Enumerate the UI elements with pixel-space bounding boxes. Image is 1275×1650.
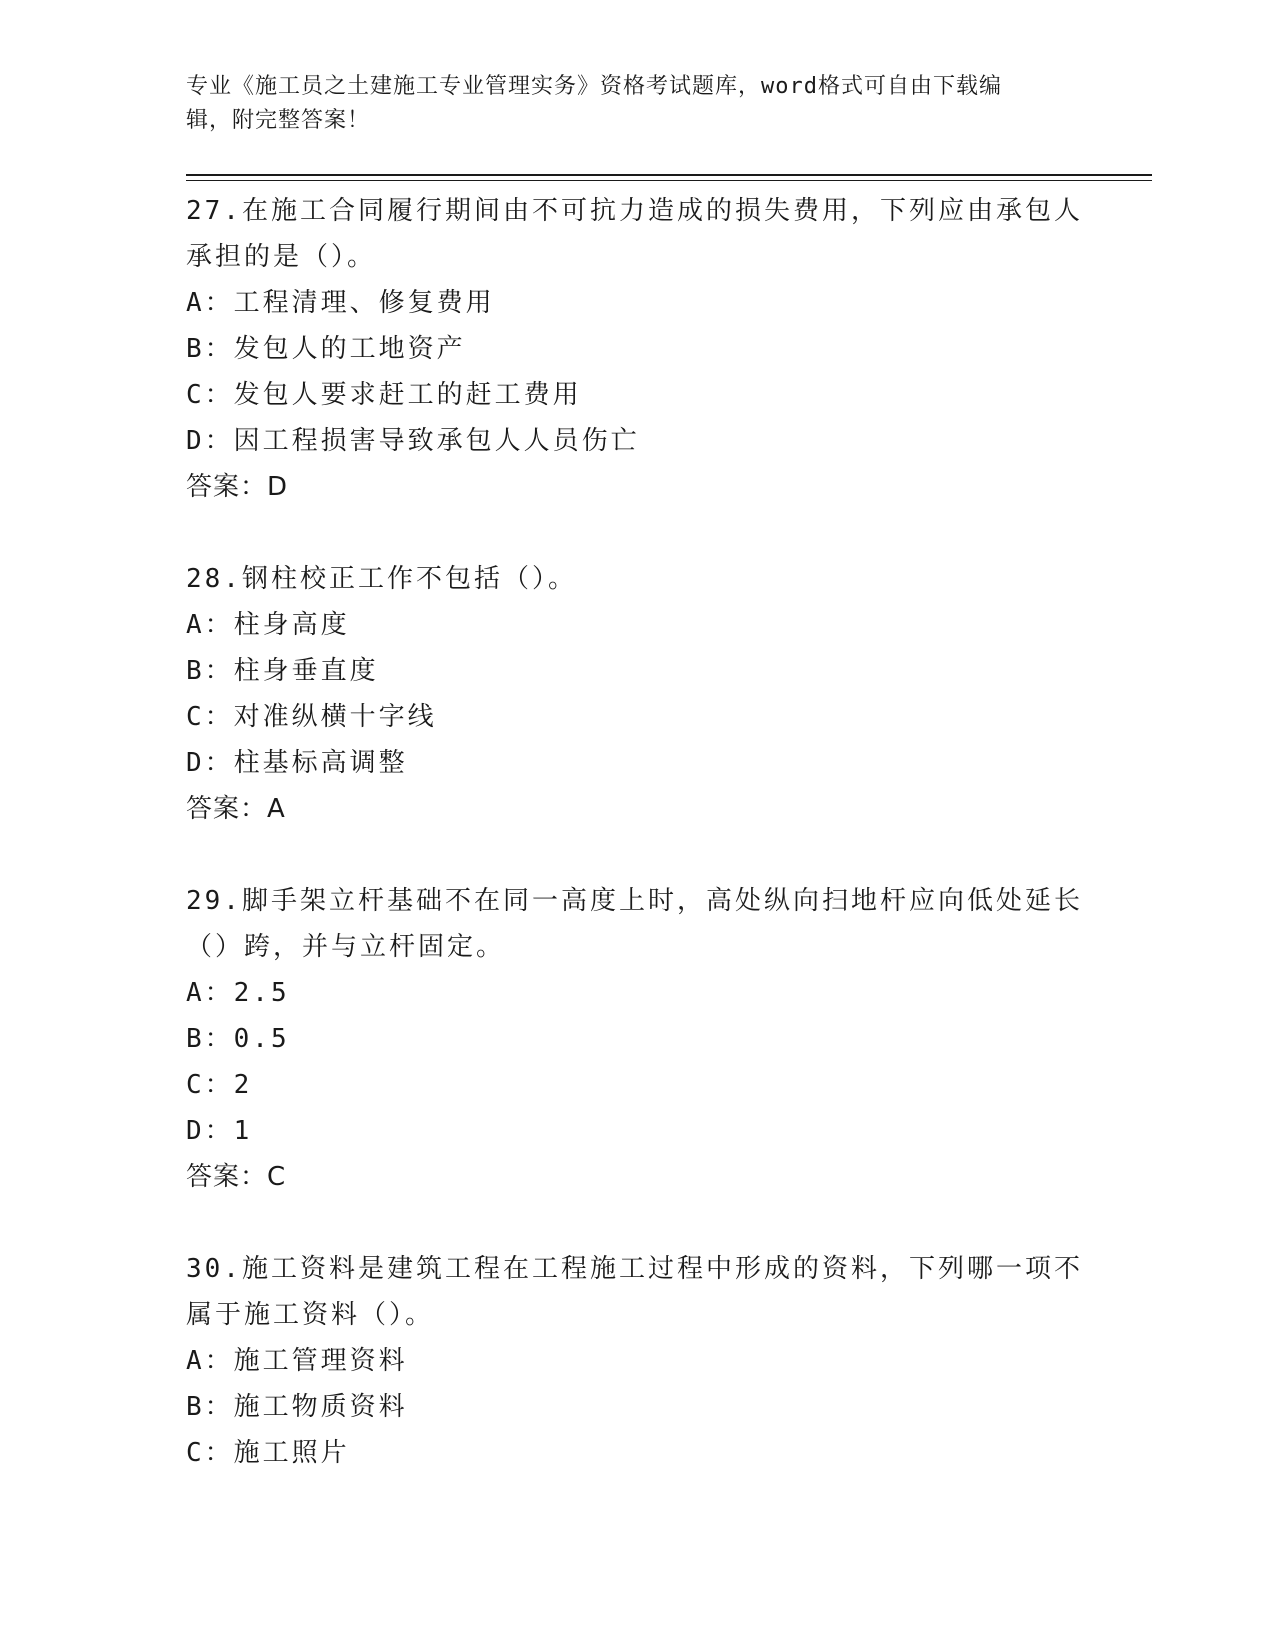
option-c: C：施工照片 xyxy=(186,1438,350,1468)
header-line-2: 辑，附完整答案！ xyxy=(186,108,371,133)
question-28 xyxy=(186,556,1086,832)
question-stem-continued: 承担的是（）。 xyxy=(186,242,377,272)
question-29 xyxy=(186,878,1086,1200)
option-d: D：1 xyxy=(186,1116,253,1146)
option-b: B：0.5 xyxy=(186,1024,290,1054)
header-line-1: 专业《施工员之土建施工专业管理实务》资格考试题库，word格式可自由下载编 xyxy=(186,74,1002,99)
option-b: B：施工物质资料 xyxy=(186,1392,408,1422)
option-b: B：发包人的工地资产 xyxy=(186,334,466,364)
question-stem-continued: 属于施工资料（）。 xyxy=(186,1300,435,1330)
option-c: C：2 xyxy=(186,1070,253,1100)
question-27 xyxy=(186,188,1086,510)
option-b: B：柱身垂直度 xyxy=(186,656,379,686)
answer: 答案：A xyxy=(186,794,286,824)
header-rule-thick xyxy=(186,174,1152,176)
option-d: D：因工程损害导致承包人人员伤亡 xyxy=(186,426,640,456)
question-list xyxy=(186,188,1086,1522)
question-stem: 30.施工资料是建筑工程在工程施工过程中形成的资料，下列哪一项不 xyxy=(186,1254,1083,1284)
question-stem: 27.在施工合同履行期间由不可抗力造成的损失费用，下列应由承包人 xyxy=(186,196,1083,226)
option-a: A：施工管理资料 xyxy=(186,1346,408,1376)
question-stem: 29.脚手架立杆基础不在同一高度上时，高处纵向扫地杆应向低处延长 xyxy=(186,886,1083,916)
document-header xyxy=(186,70,1066,138)
header-rule-thin xyxy=(186,180,1152,181)
option-a: A：2.5 xyxy=(186,978,290,1008)
option-c: C：发包人要求赶工的赶工费用 xyxy=(186,380,582,410)
answer: 答案：C xyxy=(186,1162,287,1192)
option-d: D：柱基标高调整 xyxy=(186,748,408,778)
option-a: A：工程清理、修复费用 xyxy=(186,288,495,318)
question-stem-continued: （）跨，并与立杆固定。 xyxy=(186,932,506,962)
option-c: C：对准纵横十字线 xyxy=(186,702,437,732)
question-stem: 28.钢柱校正工作不包括（）。 xyxy=(186,564,577,594)
option-a: A：柱身高度 xyxy=(186,610,350,640)
question-30 xyxy=(186,1246,1086,1476)
answer: 答案：D xyxy=(186,472,289,502)
